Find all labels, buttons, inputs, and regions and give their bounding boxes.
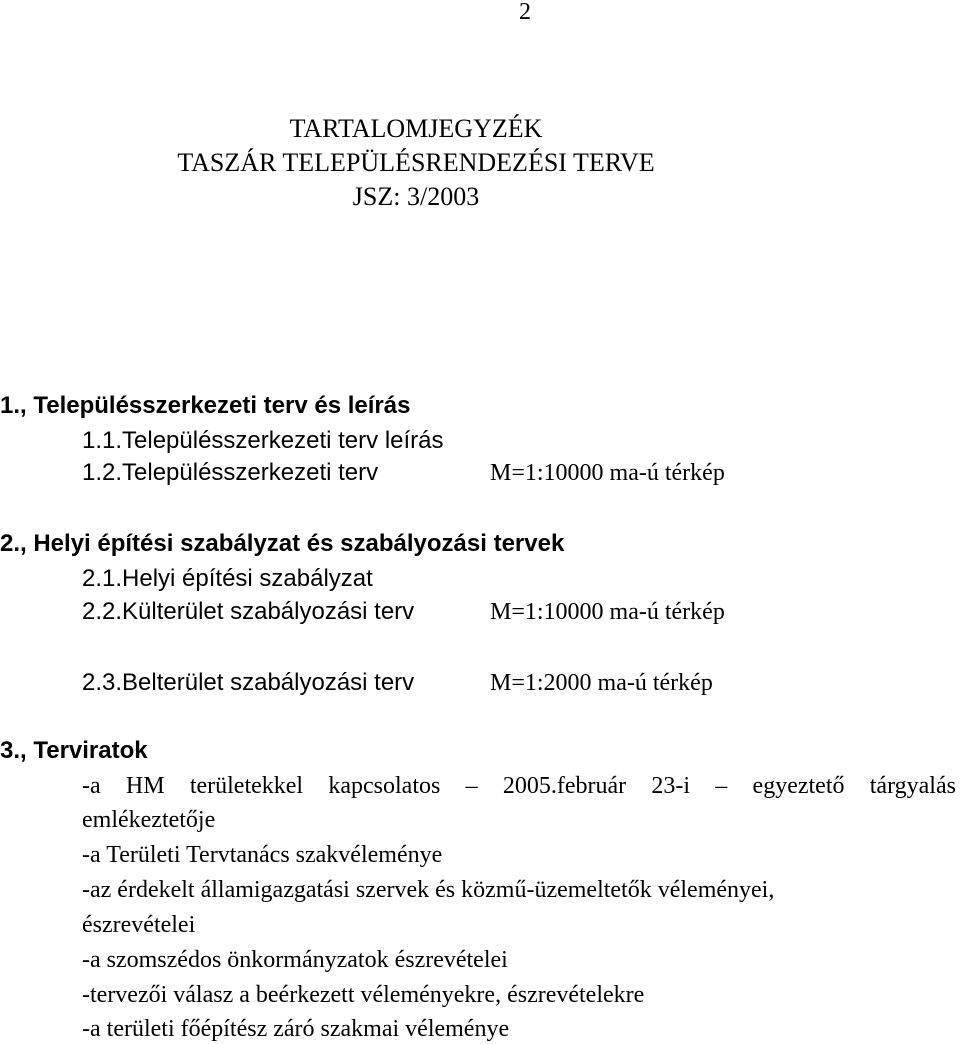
document-item-2: -a Területi Tervtanács szakvéleménye (82, 842, 443, 868)
document-item-1-word: egyeztető (752, 773, 845, 799)
document-item-1-word: – (465, 773, 478, 799)
section-1-item-2-scale: M=1:10000 ma-ú térkép (490, 460, 725, 486)
document-item-1-word: – (715, 773, 728, 799)
document-item-1-continuation: emlékeztetője (82, 807, 216, 833)
section-1-item-2 (82, 459, 725, 487)
document-item-3-continuation: észrevételei (82, 912, 196, 938)
section-2-item-3-label: 2.3.Belterület szabályozási terv (82, 669, 415, 696)
title-line-1: TARTALOMJEGYZÉK (289, 114, 543, 143)
section-2-item-2-scale: M=1:10000 ma-ú térkép (490, 599, 725, 625)
section-2-item-3 (82, 669, 713, 697)
document-item-3: -az érdekelt államigazgatási szervek és közmű-üzemeltetők véleményei, (82, 877, 775, 903)
title-line-3: JSZ: 3/2003 (352, 182, 480, 211)
section-3-heading: 3., Terviratok (0, 737, 148, 764)
document-item-4: -a szomszédos önkormányzatok észrevételei (82, 947, 508, 973)
document-item-5: -tervezői válasz a beérkezett véleményekre, észrevételekre (82, 982, 645, 1008)
document-item-1-word: HM (125, 773, 165, 799)
section-2-heading: 2., Helyi építési szabályzat és szabályozási tervek (0, 530, 565, 557)
document-item-1-word: -a (82, 773, 101, 799)
section-2-item-2-label: 2.2.Külterület szabályozási terv (82, 598, 415, 625)
title-line-2: TASZÁR TELEPÜLÉSRENDEZÉSI TERVE (177, 148, 655, 177)
document-item-1-word: területekkel (189, 773, 304, 799)
section-2-item-2 (82, 598, 725, 626)
document-item-1-word: kapcsolatos (328, 773, 441, 799)
document-title (0, 112, 832, 214)
section-2-item-3-scale: M=1:2000 ma-ú térkép (490, 670, 713, 696)
section-1-heading: 1., Településszerkezeti terv és leírás (0, 392, 411, 419)
document-item-1-word: 2005.február (502, 773, 627, 799)
page-number: 2 (519, 0, 531, 25)
document-item-1-word: 23-i (651, 773, 691, 799)
document-item-6: -a területi főépítész záró szakmai véleménye (82, 1016, 510, 1042)
section-1-item-1: 1.1.Településszerkezeti terv leírás (82, 427, 444, 454)
document-item-1 (82, 772, 956, 800)
document-item-1-word: tárgyalás (869, 773, 956, 799)
section-1-item-2-label: 1.2.Településszerkezeti terv (82, 459, 379, 486)
section-2-item-1: 2.1.Helyi építési szabályzat (82, 565, 373, 592)
